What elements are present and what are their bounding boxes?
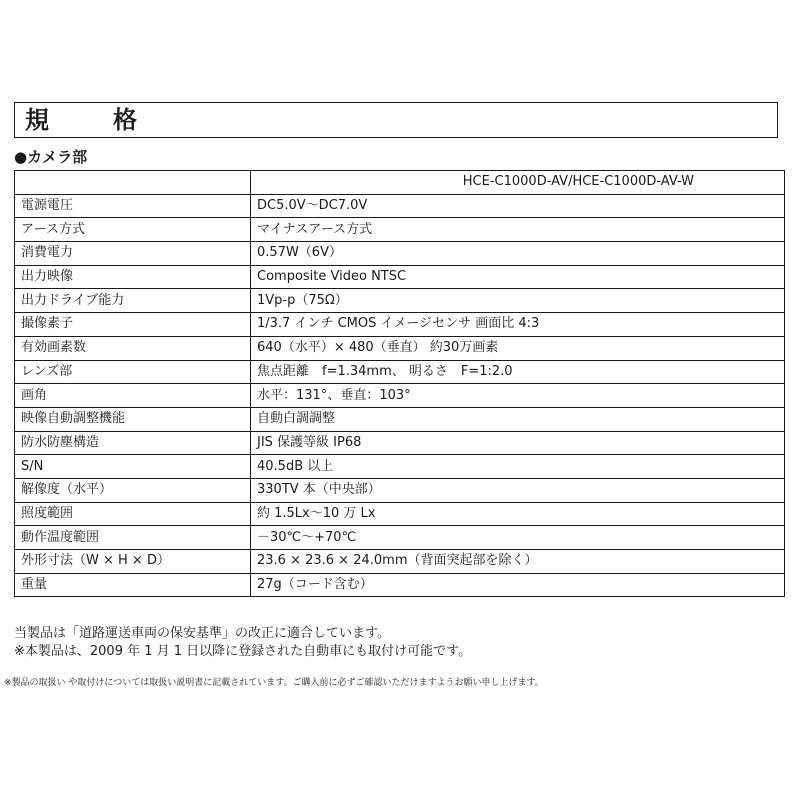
table-row [15,313,785,337]
notes [14,625,471,661]
spec-label: 撮像素子 [15,313,251,337]
spec-value: 焦点距離 f=1.34mm、 明るさ F=1:2.0 [251,360,785,384]
spec-label: レンズ部 [15,360,251,384]
spec-value: マイナスアース方式 [251,218,785,242]
note-line: ※本製品は、2009 年 1 月 1 日以降に登録された自動車にも取付け可能です。 [14,644,472,659]
spec-value: Composite Video NTSC [251,265,785,289]
table-row [15,550,785,574]
spec-value: 1/3.7 インチ CMOS イメージセンサ 画面比 4:3 [251,313,785,337]
table-row [15,478,785,502]
table-row [15,336,785,360]
spec-label: 重量 [15,573,251,597]
spec-table [14,170,785,597]
spec-value: DC5.0V～DC7.0V [251,194,785,218]
table-row [15,194,785,218]
spec-value: 27g（コード含む） [251,573,785,597]
spec-value: 23.6 × 23.6 × 24.0mm（背面突起部を除く） [251,550,785,574]
spec-label: 電源電圧 [15,194,251,218]
spec-label: S/N [15,455,251,479]
section-heading: ●カメラ部 [14,148,88,166]
spec-value: 水平：131°、垂直：103° [251,384,785,408]
table-row [15,407,785,431]
spec-value: －30℃～+70℃ [251,526,785,550]
spec-label: 消費電力 [15,242,251,266]
spec-value: 40.5dB 以上 [251,455,785,479]
spec-label: 映像自動調整機能 [15,407,251,431]
table-row [15,360,785,384]
header-blank-cell [15,171,251,195]
spec-value: 自動白調調整 [251,407,785,431]
table-row [15,573,785,597]
spec-label: 解像度（水平） [15,478,251,502]
spec-value: 約 1.5Lx～10 万 Lx [251,502,785,526]
spec-label: 外形寸法（W × H × D） [15,550,251,574]
spec-label: 照度範囲 [15,502,251,526]
title-box [14,102,778,138]
table-row [15,218,785,242]
table-row [15,526,785,550]
spec-value: 1Vp-p（75Ω） [251,289,785,313]
spec-label: 出力ドライブ能力 [15,289,251,313]
table-row [15,289,785,313]
note-line: 当製品は「道路運送車両の保安基準」の改正に適合しています。 [14,626,390,641]
spec-label: 画角 [15,384,251,408]
spec-label: 出力映像 [15,265,251,289]
page-title: 規 格 [25,106,157,134]
model-name: HCE-C1000D-AV/HCE-C1000D-AV-W [251,171,785,195]
table-row [15,431,785,455]
spec-label: 有効画素数 [15,336,251,360]
spec-value: JIS 保護等級 IP68 [251,431,785,455]
footnote: ※製品の取扱い や取付けについては取扱い説明書に記載されています。ご購入前に必ずご確認いただけますようお願い申し上げます。 [4,678,544,688]
spec-label: 動作温度範囲 [15,526,251,550]
table-row [15,265,785,289]
spec-label: 防水防塵構造 [15,431,251,455]
table-row [15,384,785,408]
spec-value: 0.57W（6V） [251,242,785,266]
table-header-row [15,171,785,195]
table-row [15,242,785,266]
spec-label: アース方式 [15,218,251,242]
spec-value: 640（水平）× 480（垂直） 約30万画素 [251,336,785,360]
table-row [15,502,785,526]
table-row [15,455,785,479]
spec-value: 330TV 本（中央部） [251,478,785,502]
